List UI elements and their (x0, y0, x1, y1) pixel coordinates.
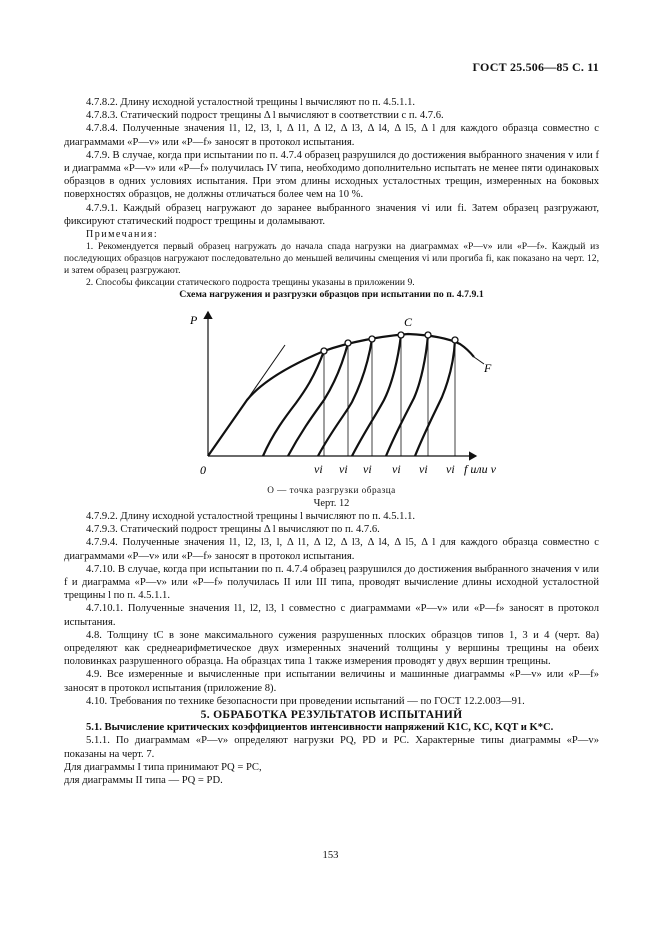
document-body (64, 96, 599, 787)
subsection-title: 5.1. Вычисление критических коэффициентов интенсивности напряжений K1C, KC, KQT и K*C. (86, 722, 554, 734)
paragraph: 4.7.9.3. Статический подрост трещины Δ l вычисляют по п. 4.7.6. (86, 524, 380, 536)
unload-line-6 (415, 340, 455, 456)
load-unload-diagram (64, 304, 599, 484)
paragraph: 4.7.10.1. Полученные значения l1, l2, l3, l совместно с диаграммами «P—v» или «P—f» заносят в протокол испытания. (64, 603, 599, 628)
paragraph: Для диаграммы I типа принимают PQ = PC, (64, 761, 262, 773)
tick-label: vi (446, 461, 455, 476)
page-number: 153 (322, 850, 339, 861)
tick-label: vi (314, 461, 323, 476)
tick-label: vi (363, 461, 372, 476)
paragraph: 4.7.8.2. Длину исходной усталостной трещины l вычисляют по п. 4.5.1.1. (86, 97, 416, 108)
figure-legend: О — точка разгрузки образца (267, 484, 396, 495)
note-item: 2. Способы фиксации статического подроста трещины указаны в приложении 9. (86, 276, 415, 288)
paragraph: 4.7.9.1. Каждый образец нагружают до заранее выбранного значения vi или fi. Затем образец разгружают, фиксируют статический подрост трещины и доламывают. (64, 202, 599, 227)
unload-point (398, 332, 404, 338)
f-pointer (474, 357, 484, 364)
unload-line-2 (288, 343, 348, 456)
paragraph: 4.7.9.2. Длину исходной усталостной трещины l вычисляют по п. 4.5.1.1. (86, 511, 416, 523)
paragraph: 4.9. Все измеренные и вычисленные при испытании величины и машинные диаграммы «P—v» или «P—f» заносят в протокол испытания (приложение 8). (64, 669, 599, 694)
tick-label: vi (392, 461, 401, 476)
point-f-label: F (484, 360, 492, 375)
unload-point (452, 337, 458, 343)
unload-point (321, 348, 327, 354)
notes-heading: Примечания: (86, 229, 159, 241)
section-title: 5. ОБРАБОТКА РЕЗУЛЬТАТОВ ИСПЫТАНИЙ (200, 708, 463, 722)
unload-point (425, 332, 431, 338)
figure-12 (64, 304, 599, 484)
paragraph: 4.7.9.4. Полученные значения l1, l2, l3, l, Δ l1, Δ l2, Δ l3, Δ l4, Δ l5, Δ l для каждого образца совместно с диаграммами «P—v» или «P—f» заносят в протокол испытания. (64, 537, 599, 562)
x-axis-label: f или v (464, 461, 496, 476)
unload-point (369, 336, 375, 342)
standard-header: ГОСТ 25.506—85 С. 11 (472, 60, 599, 74)
tick-label: vi (419, 461, 428, 476)
paragraph: 4.7.8.4. Полученные значения l1, l2, l3, l, Δ l1, Δ l2, Δ l3, Δ l4, Δ l5, Δ l для каждого образца совместно с диаграммами «P—v» или «P—f» заносят в протокол испытания. (64, 123, 599, 148)
tick-label: vi (339, 461, 348, 476)
paragraph: 4.7.8.3. Статический подрост трещины Δ l вычисляют в соответствии с п. 4.7.6. (86, 110, 444, 122)
y-axis-label: P (190, 312, 198, 327)
envelope-curve (208, 334, 474, 456)
unload-point (345, 340, 351, 346)
figure-title: Схема нагружения и разгрузки образцов при испытании по п. 4.7.9.1 (179, 289, 484, 301)
origin-label: 0 (200, 462, 206, 477)
figure-caption: Черт. 12 (313, 497, 350, 509)
point-c-label: C (404, 314, 413, 329)
paragraph: 4.8. Толщину tC в зоне максимального сужения разрушенных плоских образцов типов 1, 3 и 4 (черт. 8а) определяют как среднеарифметическое двух измеренных значений толщины у вершины трещины на обеих половинках разрушенного образца. На образцах типа 1 также измерения проводят у двух вершин трещины. (64, 629, 599, 668)
unload-line-1 (263, 351, 324, 456)
paragraph: 5.1.1. По диаграммам «P—v» определяют нагрузки PQ, PD и PC. Характерные типы диаграммы «P—v» показаны на черт. 7. (64, 735, 599, 760)
note-item: 1. Рекомендуется первый образец нагружать до начала спада нагрузки на диаграммах «P—v» или «P—f». Каждый из последующих образцов нагружают последовательно до меньшей величины смещения vi или прогиба fi, как показано на черт. 12, и затем образец разгружают. (64, 241, 599, 276)
paragraph: 4.7.9. В случае, когда при испытании по п. 4.7.4 образец разрушился до достижения выбранного значения v или f и диаграмма «P—v» или «P—f» получилась IV типа, необходимо дополнительно испытать не менее пяти одинаковых образцов в одних условиях испытания. При этом длины исходных усталостных трещин, измеренных на боковых поверхностях образцов, не должны отличаться более чем на 10 %. (64, 149, 599, 201)
paragraph: 4.7.10. В случае, когда при испытании по п. 4.7.4 образец разрушился до достижения выбранного значения v или f и диаграмма «P—v» или «P—f» получилась II или III типа, проводят вычисление длины исходной усталостной трещины l по п. 4.5.1.1. (64, 563, 599, 602)
paragraph: 4.10. Требования по технике безопасности при проведении испытаний — по ГОСТ 12.2.003—91. (86, 695, 525, 707)
paragraph: для диаграммы II типа — PQ = PD. (64, 775, 223, 787)
